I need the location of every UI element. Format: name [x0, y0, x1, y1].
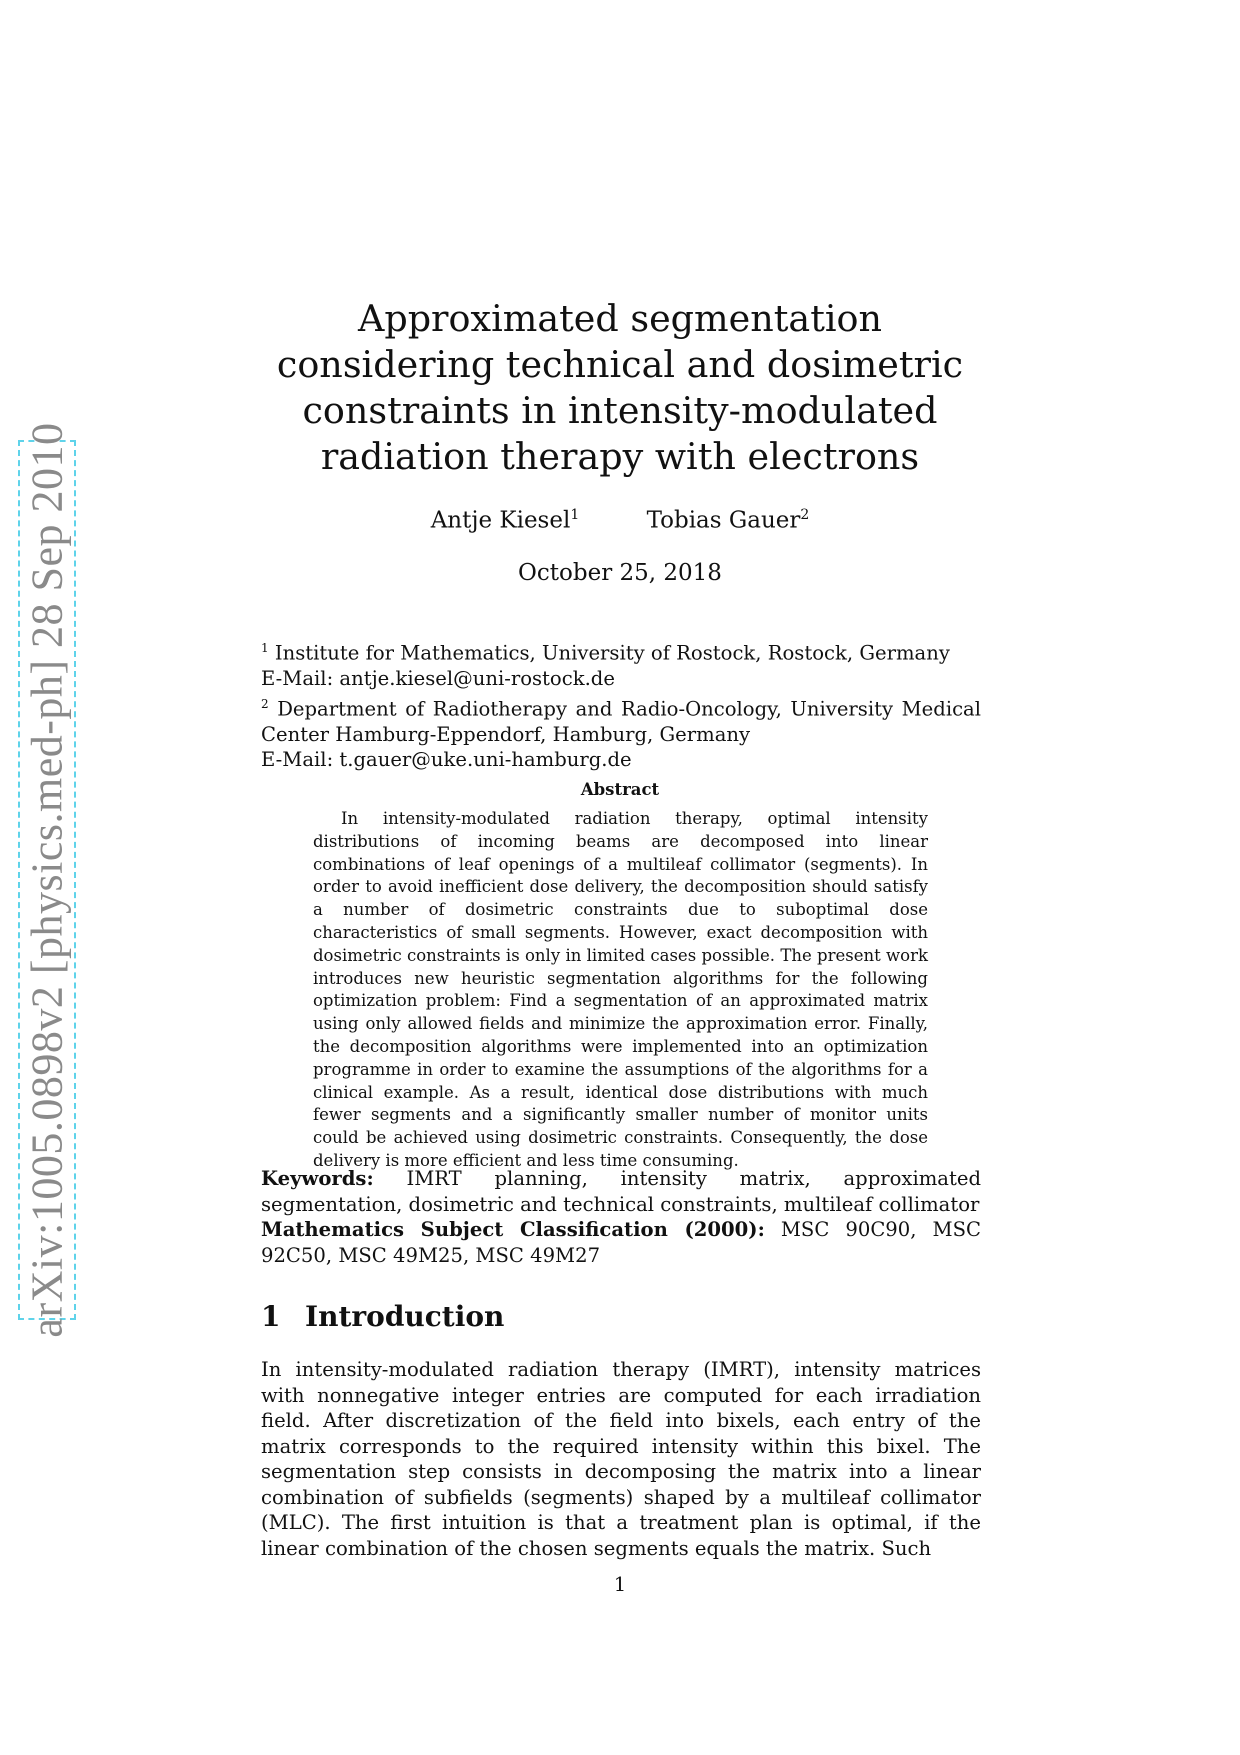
paper-date: October 25, 2018	[518, 560, 722, 586]
paper-title: Approximated segmentation considering technical and dosimetric constraints in intensity-modulated radiation therapy with electrons	[276, 297, 964, 478]
arxiv-identifier: arXiv:1005.0898v2 [physics.med-ph] 28 Sep 2010	[22, 422, 72, 1338]
author: Tobias Gauer$^2$	[646, 507, 810, 534]
author: Antje Kiesel$^1$	[430, 507, 580, 534]
abstract-text: In intensity-modulated radiation therapy, optimal intensity distributions of incoming beams are decomposed into linear combinations of leaf openings of a multileaf collimator (segments). In order to avoid inefficient dose delivery, the decomposition should satisfy a number of dosimetric constraints due to suboptimal dose characteristics of small segments. However, exact decomposition with dosimetric constraints is only in limited cases possible. The present work introduces new heuristic segmentation algorithms for the following optimization problem: Find a segmentation of an approximated matrix using only allowed fields and minimize the approximation error. Finally, the decomposition algorithms were implemented into an optimization programme in order to examine the assumptions of the algorithms for a clinical example. As a result, identical dose distributions with much fewer segments and a significantly smaller number of monitor units could be achieved using dosimetric constraints. Consequently, the dose delivery is more efficient and less time consuming.	[313, 809, 928, 1170]
abstract	[313, 808, 928, 1173]
affiliations	[261, 636, 981, 773]
affiliation-mark: 2	[800, 507, 810, 523]
section-heading: 1 Introduction	[261, 1300, 505, 1333]
keywords-block	[261, 1166, 981, 1268]
introduction-body	[261, 1357, 981, 1561]
email: E-Mail: t.gauer@uke.uni-hamburg.de	[261, 748, 632, 772]
keywords: Keywords: IMRT planning, intensity matrix, approximated segmentation, dosimetric and technical constraints, multileaf collimator	[261, 1167, 982, 1216]
paragraph: In intensity-modulated radiation therapy (IMRT), intensity matrices with nonnegative integer entries are computed for each irradiation field. After discretization of the field into bixels, each entry of the matrix corresponds to the required intensity within this bixel. The segmentation step consists in decomposing the matrix into a linear combination of subfields (segments) shaped by a multileaf collimator (MLC). The first intuition is that a treatment plan is optimal, if the linear combination of the chosen segments equals the matrix. Such	[261, 1358, 981, 1560]
email: E-Mail: antje.kiesel@uni-rostock.de	[261, 667, 615, 691]
affiliation: $^2$ Department of Radiotherapy and Radio-Oncology, University Medical Center Hamburg-Eppendorf, Hamburg, Germany	[261, 696, 982, 746]
author-list	[0, 507, 1240, 534]
affiliation: $^1$ Institute for Mathematics, University of Rostock, Rostock, Germany	[261, 641, 950, 665]
msc-classification: Mathematics Subject Classification (2000): MSC 90C90, MSC 92C50, MSC 49M25, MSC 49M27	[261, 1218, 981, 1267]
page-number: 1	[613, 1573, 627, 1596]
affiliation-mark: 1	[570, 507, 580, 523]
abstract-heading: Abstract	[580, 780, 660, 799]
